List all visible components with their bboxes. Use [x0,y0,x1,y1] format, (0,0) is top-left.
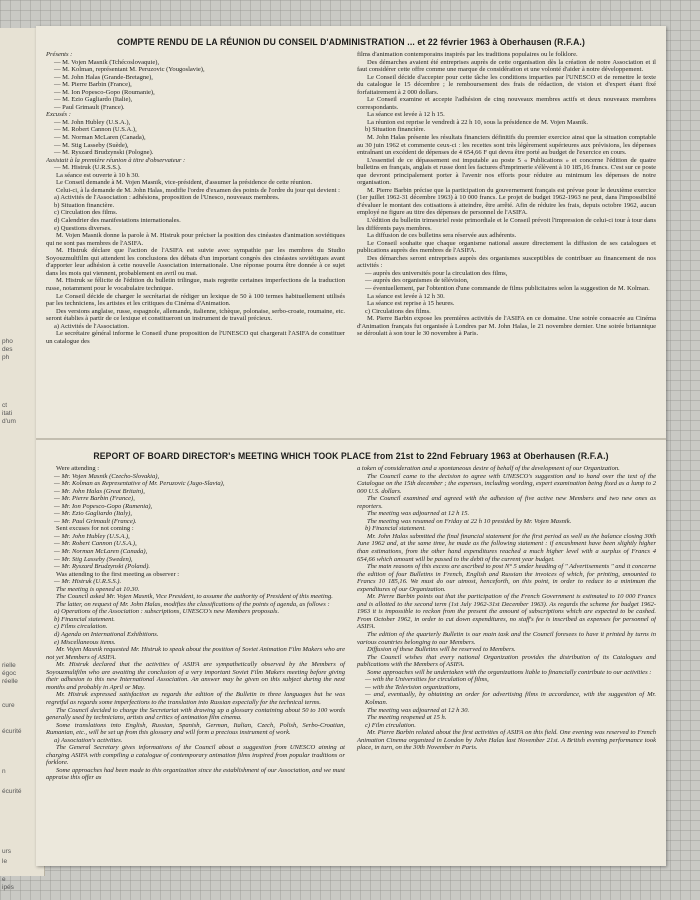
paragraph: La séance est levée à 12 h 30. [367,292,445,300]
document-page [36,26,666,866]
paragraph: M. Pierre Barbin précise que la participation du gouvernement français est prévue pour le deuxième exercice (1er juillet 1962-31 décembre 1963) à 10 000 francs. Le projet de budget 1962-1963 ne peut, dans l'impossibilité d'évaluer le montant des cotisations à atteindre, être arrêté. Afin de réduire les frais, depuis octobre 1962, aucun employé ne figure au titre des dépenses de personnel de l'ASIFA. [357,186,656,217]
paragraph: — Mr. Ryszard Brudzynski (Poland). [54,563,151,571]
paragraph: c) Films circulation. [54,623,108,631]
paragraph: — M. Norman McLaren (Canada), [54,134,146,142]
paragraph: — Paul Grimault (France). [54,103,125,111]
paragraph: La séance est reprise à 15 heures. [367,300,455,308]
english-report-section [46,446,656,861]
paragraph: — M. Robert Cannon (U.S.A.), [54,126,137,134]
paragraph: The latter, on request of Mr. John Halas, modifies the classifications of the points of agenda, as follows : [56,600,330,608]
paragraph: — M. Ezio Gagliardo (Italie), [54,96,133,104]
paragraph: Le Conseil examine et accepte l'adhésion de cinq nouveaux membres actifs et deux nouveaux membres correspondants. [357,96,656,111]
previous-page-fragment: écurité [2,728,22,735]
paragraph: Assistait à la première réunion à titre d'observateur : [46,156,186,164]
paragraph: The Council wishes that every national Organization provides the distribution of its Catalogues and publications with the Members of ASIFA. [357,653,656,669]
paragraph: The meeting is opened at 10.30. [56,585,140,593]
paragraph: La réunion est reprise le vendredi à 22 h 10, sous la présidence de M. Vojen Masnik. [367,118,589,126]
paragraph: M. Histruk déclare que l'action de l'ASIFA est suivie avec sympathie par les membres du Studio Soyouzmultfilm qui attendent les conclusions des débats d'un important congrès des cinéastes soviétiques avant d'apporter leur adhésion à cette nouvelle Association internationale. Une réponse pourra être donnée à ce sujet dans les mois qui viennent, probablement en avril ou mai. [46,247,345,277]
paragraph: — M. John Hubley (U.S.A.), [54,118,131,126]
previous-page-fragment: rielle [2,662,16,669]
paragraph: — éventuellement, par l'obtention d'une commande de films publicitaires selon la suggestion de M. Kolman. [365,284,650,292]
paragraph: a) Activités de l'Association : adhésions, proposition de l'Unesco, nouveaux membres. [54,194,280,202]
paragraph: — M. Vojen Masnik (Tchécoslovaquie), [54,58,160,66]
paragraph: The meeting was adjourned at 12 h 30. [367,706,470,714]
paragraph: — Mr. John Hubley (U.S.A.), [54,532,130,540]
paragraph: d) Agenda on International Exhibitions. [54,631,159,639]
previous-page-fragment: écurité [2,788,22,795]
paragraph: Des versions anglaise, russe, espagnole, allemande, italienne, tchèque, polonaise, serbo-croate, roumaine, etc. seront établies à partir de ce lexique et constitueront un instrument de travail précieux. [46,307,345,323]
paragraph: Mr. Histruk declared that the activities of ASIFA are sympathetically observed by the Members of Soyouzmultfilm who are awaiting the conclusion of a very important Soviet Film Makers meeting before giving their adhesion to this new International Association. An answer may be given on this subject during the next months and probably in April or May. [46,661,345,691]
paragraph: — with the Universities for circulation of films, [365,676,489,684]
paragraph: Some approaches will be undertaken with the organizations liable to financially contribute to our activities : [367,668,652,676]
previous-page-fragment: d'um [2,418,16,425]
previous-page-fragment: itati [2,410,13,417]
paragraph: M. Histruk se félicite de l'édition du bulletin trilingue, mais regrette certaines imperfections de la traduction russe, notamment pour le vocabulaire technique. [46,277,345,292]
paragraph: — Mr. Robert Cannon (U.S.A.), [54,540,137,548]
paragraph: The main reasons of this excess are ascribed to post N° 5 under heading of " Advertisements " and it concerne the edition of four Bulletins in French, English and Russian the invoices of which, for printing, amounted to Francs 10 185,16. We must do our utmost, henceforth, on this point, in order to reduce to a minimum the expenditures of our Organization. [357,563,656,593]
paragraph: The Council asked Mr. Vojen Masnik, Vice President, to assume the authority of President of this meeting. [56,593,333,601]
paragraph: The edition of the quarterly Bulletin is our main task and the Council foresees to have it printed by turns in various countries belonging to our Members. [357,631,656,646]
paragraph: d) Calendrier des manifestations internationales. [54,217,181,225]
paragraph: Celui-ci, à la demande de M. John Halas, modifie l'ordre d'examen des points de l'ordre du jour qui devient : [56,186,340,194]
paragraph: — M. Stig Lasseby (Suède), [54,141,129,149]
paragraph: M. John Halas présente les résultats financiers définitifs du premier exercice ainsi que la situation comptable au 30 juin 1962 et commente ceux-ci : les recettes sont très légèrement supérieures aux prévisions, les dépenses entraînant un excédent de dépenses de 4 654,66 F qui devra être porté au budget de l'exercice en cours. [357,134,656,157]
previous-page-fragment: urs [2,848,12,855]
paragraph: L'édition du bulletin trimestriel reste primordiale et le Conseil prévoit l'impression de celui-ci tour à tour dans les différents pays membres. [357,217,656,232]
paragraph: — Mr. Vojen Masnik (Czecho-Slovakia), [54,472,160,480]
previous-page-fragment: cure [2,702,15,709]
paragraph: — Mr. Kolman as Representative of Mr. Peruzovic (Jugo-Slavia), [54,480,225,488]
paragraph: La séance est ouverte à 10 h 30. [56,171,140,179]
paragraph: c) Film circulation. [365,721,416,729]
paragraph: a token of consideration and a spontaneous desire of behalf of the development of our Organization. [357,465,620,472]
paragraph: b) Situation financière. [365,126,426,134]
english-report-title: REPORT OF BOARD DIRECTOR's MEETING WHICH TOOK PLACE from 21st to 22nd February 1963 at Oberhausen (R.F.A.) [93,450,609,461]
paragraph: c) Circulations des films. [365,307,431,315]
previous-page-fragment: ph [2,354,10,361]
previous-page-fragment: pho [2,338,13,345]
paragraph: Le Conseil décide d'accepter pour cette tâche les conditions imparties par l'UNESCO et de remettre le texte du catalogue le 15 décembre ; le remboursement des frais de rédaction, de vision et d'expert étant fixé forfaitairement à 2 000 dollars. [357,73,656,96]
english-right-column [357,465,656,782]
paragraph: a) Association's activities. [54,736,123,744]
paragraph: Des démarches seront entreprises auprès des organismes susceptibles de contribuer au financement de nos activités : [357,254,656,270]
previous-page-fragment: réelle [2,678,18,685]
paragraph: The meeting was resumed on Friday at 22 h 10 presided by Mr. Vojen Masnik. [367,517,572,525]
paragraph: Mr. Pierre Barbin points out that the participation of the French Government is estimated to 10 000 Francs and is allotted to the second term (1st July 1962-31st December 1963). As regards the scheme for budget 1962-1963 it is impossible to reckon from the present the amount of subscriptions which are expected to be cashed. From October 1962, in order to cut down expenditures, no staff's fee is inscribed as expenses for personnel of ASIFA. [357,593,656,631]
paragraph: Sent excuses for not coming : [56,525,134,533]
paragraph: Excusés : [46,111,71,119]
paragraph: Some translations into English, Russian, Spanish, German, Italian, Czech, Polish, Serbo-Croatian, Rumanian, etc., will be set up from this glossary and will form a precious instrument of work. [46,721,345,737]
paragraph: Some approaches had been made to this organization since the establishment of our Association, and we must appraise this offer as [46,766,345,782]
paragraph: Mr. Pierre Barbin related about the first activities of ASIFA on this field. One evening was reserved to French Animation Cinema organized in London by John Halas last November 21st. A British evening performance took place, in turn, on the 30th November in Paris. [357,729,656,752]
paragraph: L'essentiel de ce dépassement est imputable au poste 5 « Publications » et concerne l'édition de quatre bulletins en français, anglais et russe dont les factures d'imprimerie s'élèvent à 10 185,16 francs. C'est sur ce poste que devront principalement porter à l'avenir nos efforts pour réduire au minimum les dépenses de notre organisation. [357,156,656,187]
previous-page-fragment: des [2,346,13,353]
paragraph: The Council decided to charge the Secretariat with drawing up a glossary containing about 50 to 100 words generally used by technicians, artists and critics of animation film cinema. [46,706,345,722]
english-left-column [46,465,345,782]
paragraph: Diffusion of these Bulletins will be reserved to Members. [367,646,516,654]
paragraph: Mr. John Halas submitted the final financial statement for the first period as well as the balance closing 30th June 1962 and, at the same time, he made as the following statement : if encashment have been slightly higher than estimations, from the other hand expenditures reached a much higher level with a surplus of Francs 4 654,66 which amount will be passed to the debit of the current year budget. [357,532,656,563]
paragraph: c) Circulation des films. [54,209,118,217]
paragraph: — M. John Halas (Grande-Bretagne), [54,73,153,81]
french-report-section [46,32,656,432]
paragraph: — Mr. John Halas (Great Britain), [54,487,145,495]
paragraph: b) Situation financière. [54,201,115,209]
paragraph: Were attending : [56,465,100,472]
paragraph: — with the Television organizations, [365,683,461,691]
paragraph: — M. Ryszard Brudzynski (Pologne). [54,149,154,157]
paragraph: La séance est levée à 12 h 15. [367,111,445,119]
paragraph: — auprès des universités pour la circulation des films, [365,269,508,277]
paragraph: M. Pierre Barbin expose les premières activités de l'ASIFA en ce domaine. Une soirée consacrée au Cinéma d'Animation français fut organisée à Londres par M. John Halas, le 21 novembre dernier. Une soirée britannique se déroulait à son tour le 30 novembre à Paris. [357,315,656,338]
paragraph: Le secrétaire général informe le Conseil d'une proposition de l'UNESCO qui chargerait l'ASIFA de constituer un catalogue des [46,330,345,345]
paragraph: Des démarches avaient été entreprises auprès de cette organisation dès la création de notre Association et il faut considérer cette offre comme une marque de considération et une volonté d'aider à notre développement. [357,58,656,74]
previous-page-fragment: ct [2,402,8,409]
previous-page-fragment: e [2,876,6,883]
paragraph: b) Financial statement. [54,615,115,623]
paragraph: e) Questions diverses. [54,224,112,232]
paragraph: a) Operations of the Association : subscriptions, UNESCO's new Members proposals. [54,608,280,616]
paragraph: — Mr. Ion Popesco-Gopo (Rumenia), [54,502,153,510]
paragraph: Le Conseil souhaite que chaque organisme national assure directement la diffusion de ses catalogues et publications auprès des membres de l'ASIFA. [357,239,656,255]
french-report-title: COMPTE RENDU DE LA RÉUNION DU CONSEIL D'ADMINISTRATION ... et 22 février 1963 à Oberhausen (R.F.A.) [117,36,585,47]
paragraph: — M. Ion Popesco-Gopo (Roumanie), [54,88,155,96]
paragraph: — M. Histruk (U.R.S.S.). [54,164,122,172]
previous-page-fragment: le [2,858,8,865]
page-fold-line [36,438,666,440]
paragraph: — M. Pierre Barbin (France), [54,81,132,89]
paragraph: films d'animation contemporains inspirés par les traditions populaires ou le folklore. [357,51,578,58]
paragraph: — Mr. Norman McLaren (Canada), [54,548,148,556]
french-left-column [46,51,345,345]
paragraph: Was attending to the first meeting as observer : [56,570,180,578]
paragraph: Mr. Vojen Masnik requested Mr. Histruk to speak about the position of Soviet Animation Film Makers who are not yet Members of ASIFA. [46,646,345,661]
paragraph: — Mr. Stig Lasseby (Sweden), [54,555,133,563]
paragraph: The General Secretary gives informations of the Council about a suggestion from UNESCO aiming at charging ASIFA with compiling a catalogue of contemporary animation films inspired from popular traditions or forklore. [46,744,345,767]
previous-page-fragment: ipés [2,884,14,891]
previous-page-fragment: égoc [2,670,17,677]
paragraph: — M. Kolman, représentant M. Peruzovic (Yougoslavie), [54,66,205,74]
paragraph: — Mr. Pierre Barbin (France), [54,495,135,503]
paragraph: Le Conseil décide de charger le secrétariat de rédiger un lexique de 50 à 100 termes habituellement utilisés par les techniciens, les artistes et les critiques du Cinéma d'Animation. [46,292,345,308]
paragraph: The meeting was adjourned at 12 h 15. [367,510,470,518]
paragraph: Mr. Histruk expressed satisfaction as regards the edition of the Bulletin in three languages but he was regretful as regards some imperfections to the translation into Russian especially for the technical terms. [46,691,345,706]
paragraph: The meeting reopened at 15 h. [367,714,447,722]
paragraph: a) Activités de l'Association. [54,322,129,330]
paragraph: Présents : [46,51,73,58]
paragraph: The Council examined and agreed with the adhesion of five active new Members and two new ones as reporters. [357,495,656,510]
paragraph: — Mr. Paul Grimault (France). [54,517,137,525]
paragraph: — Mr. Ezio Gagliardo (Italy), [54,510,132,518]
french-right-column [357,51,656,345]
paragraph: M. Vojen Masnik donne la parole à M. Histruk pour préciser la position des cinéastes d'animation soviétiques qui ne sont pas membres de l'ASIFA. [46,232,345,247]
paragraph: — Mr. Histruk (U.R.S.S.). [54,578,122,586]
paragraph: — auprès des organismes de télévision, [365,277,469,285]
paragraph: — and, eventually, by obtaining an order for advertising films in accordance, with the suggestion of Mr. Kolman. [365,691,656,706]
paragraph: The Council came to the decision to agree with UNESCO's suggestion and to hand over the text of the Catalogue on the 15th december ; the expenses, including wording, expert examination being fixed as a lump to 2 000 U.S. dollars. [357,472,656,495]
paragraph: b) Financial statement. [365,525,426,533]
previous-page-fragment: n [2,768,6,775]
paragraph: La diffusion de ces bulletins sera réservée aux adhérents. [367,232,517,240]
paragraph: Le Conseil demande à M. Vojen Masnik, vice-président, d'assumer la présidence de cette réunion. [56,179,313,187]
paragraph: e) Miscellaneous items. [54,638,116,646]
